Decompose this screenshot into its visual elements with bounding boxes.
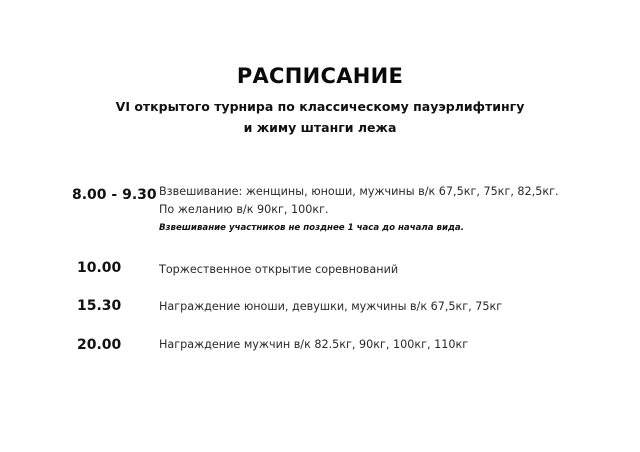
schedule-time: 10.00	[77, 260, 122, 276]
schedule-time: 15.30	[77, 298, 122, 314]
schedule-description: По желанию в/к 90кг, 100кг.	[159, 203, 329, 216]
schedule-note: Взвешивание участников не позднее 1 часа до начала вида.	[159, 223, 464, 233]
schedule-time: 8.00 - 9.30	[72, 187, 157, 203]
subtitle-line-2: и жиму штанги лежа	[243, 120, 397, 135]
schedule-description: Торжественное открытие соревнований	[159, 263, 399, 276]
schedule-description: Взвешивание: женщины, юноши, мужчины в/к 67,5кг, 75кг, 82,5кг.	[159, 185, 559, 198]
schedule-time: 20.00	[77, 337, 122, 353]
schedule-description: Награждение юноши, девушки, мужчины в/к 67,5кг, 75кг	[159, 300, 503, 313]
subtitle-line-1: VI открытого турнира по классическому пауэрлифтингу	[115, 99, 525, 114]
schedule-description: Награждение мужчин в/к 82.5кг, 90кг, 100кг, 110кг	[159, 338, 469, 351]
page-title: РАСПИСАНИЕ	[236, 64, 404, 88]
